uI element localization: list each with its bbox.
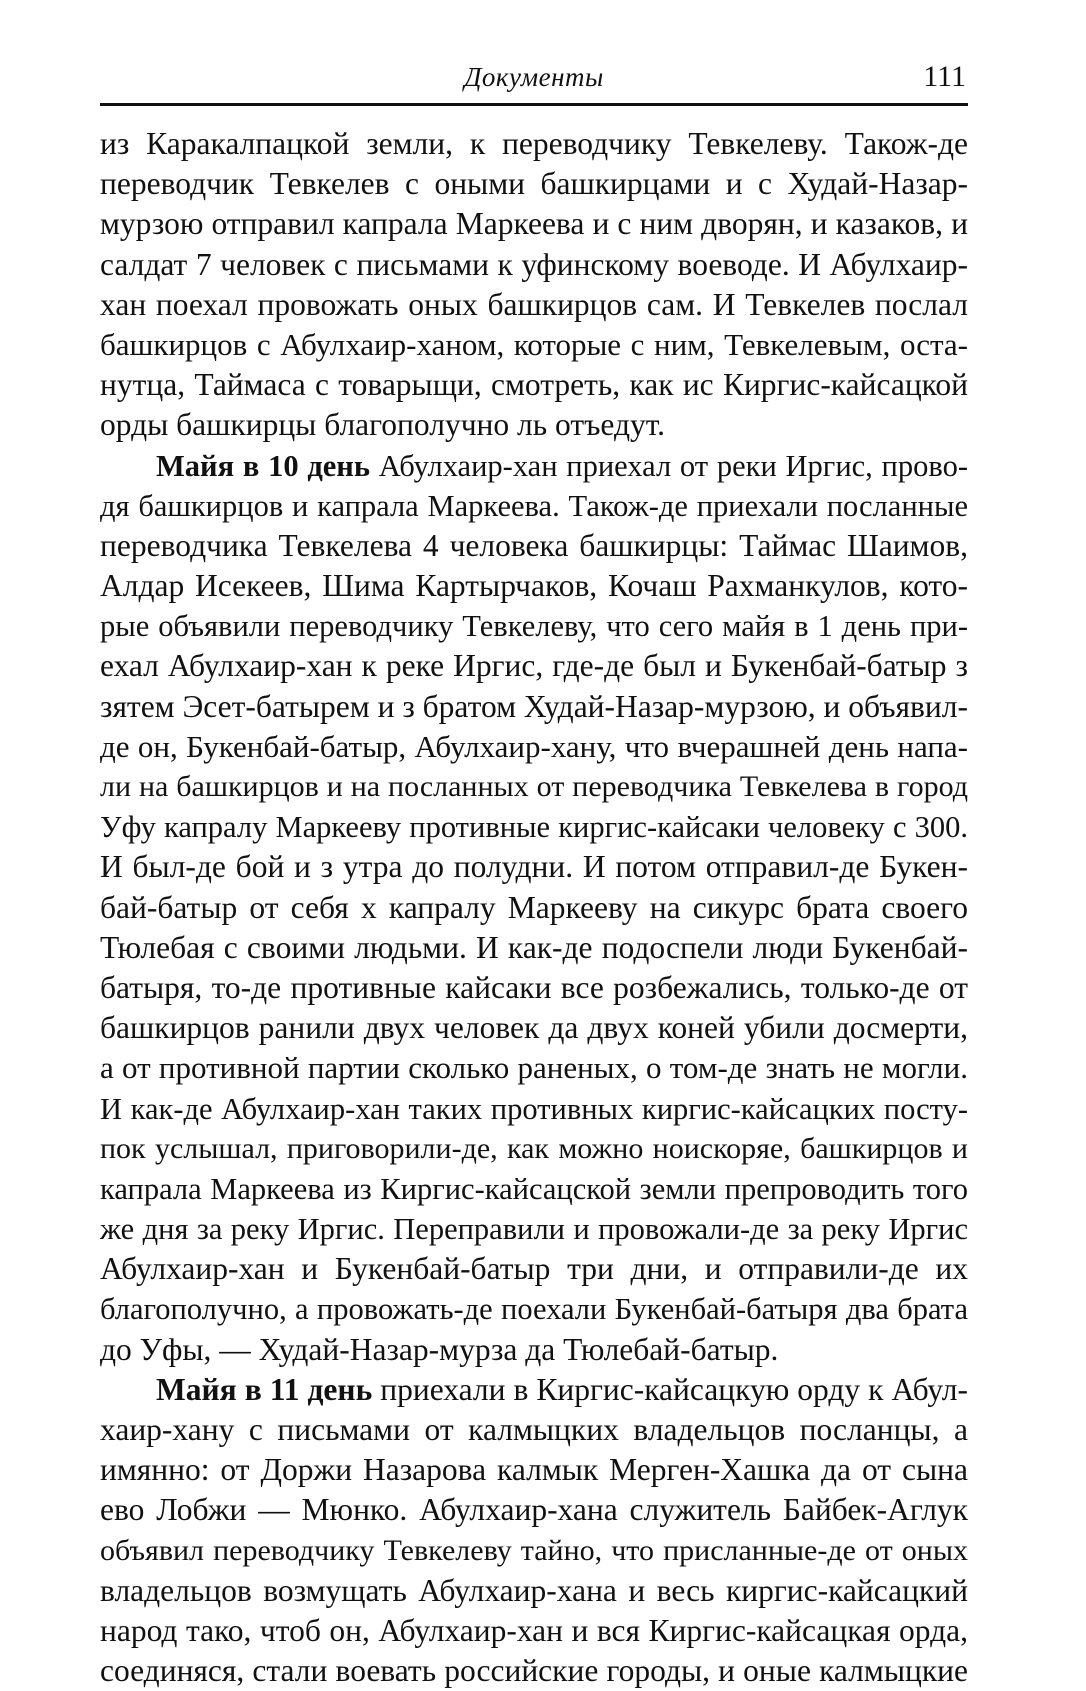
paragraph-first-line — [100, 1370, 968, 1410]
text-line: переводчик Тевкелев с оными башкирцами и с Худай-Назар- — [100, 166, 968, 202]
running-head — [100, 58, 968, 104]
text-line: ехал Абулхаир-хан к реке Иргис, где-де был и Букенбай-батыр з — [100, 648, 968, 684]
text-line: Тюлебая с своими людьми. И как-де подоспели люди Букенбай- — [100, 929, 968, 965]
text-run: приехали в Киргис-кайсацкую орду к Абул- — [372, 1371, 969, 1407]
text-line: благополучно, а провожать-де поехали Букенбай-батыря два брата — [100, 1292, 968, 1327]
text-line: Абулхаир-хан и Букенбай-батыр три дни, и отправили-де их — [100, 1251, 968, 1287]
text-line: нутца, Таймаса с товарыщи, смотреть, как ис Киргис-кайсацкой — [100, 367, 968, 403]
entry-date-heading: Майя в 10 день — [156, 448, 370, 483]
text-line: де он, Букенбай-батыр, Абулхаир-хану, что вчерашней день напа- — [100, 728, 968, 764]
text-line: ли на башкирцов и на посланных от переводчика Тевкелева в город — [100, 770, 968, 803]
text-line: И как-де Абулхаир-хан таких противных киргис-кайсацких посту- — [100, 1091, 968, 1126]
text-line: рые объявили переводчику Тевкелеву, что сего майя в 1 день при- — [100, 609, 968, 644]
text-line: хан поехал провожать оных башкирцов сам. И Тевкелев послал — [100, 286, 968, 322]
running-title: Документы — [464, 62, 604, 92]
text-line: имянно: от Доржи Назарова калмык Мерген-Хашка да от сына — [100, 1452, 968, 1488]
text-line: соединяся, стали воевать российские городы, и оные калмыцкие — [100, 1653, 968, 1689]
text-line: объявил переводчику Тевкелеву тайно, что присланные-де от оных — [100, 1533, 968, 1567]
text-line: владельцов возмущать Абулхаир-хана и весь киргис-кайсацкий — [100, 1572, 968, 1608]
text-line: народ тако, чтоб он, Абулхаир-хан и вся Киргис-кайсацкая орда, — [100, 1612, 968, 1648]
text-line: из Каракалпацкой земли, к переводчику Тевкелеву. Також-де — [100, 126, 968, 161]
text-line: салдат 7 человек с письмами к уфинскому воеводе. И Абулхаир- — [100, 246, 968, 282]
text-line: И был-де бой и з утра до полудни. И потом отправил-де Букен- — [100, 849, 968, 885]
text-line: зятем Эсет-батырем и з братом Худай-Назар-мурзою, и объявил- — [100, 688, 968, 724]
body-text — [100, 124, 968, 1691]
text-run: Абулхаир-хан приехал от реки Иргис, прово- — [370, 448, 968, 483]
text-line: ево Лобжи — Мюнко. Абулхаир-хана служитель Байбек-Аглук — [100, 1492, 968, 1528]
text-line: батыря, то-де противные кайсаки все розбежались, только-де от — [100, 969, 968, 1005]
text-line: дя башкирцов и капрала Маркеева. Також-де приехали посланные — [100, 488, 968, 523]
text-line: башкирцов ранили двух человек да двух коней убили досмерти, — [100, 1010, 968, 1046]
text-line: до Уфы, — Худай-Назар-мурза да Тюлебай-батыр. — [100, 1331, 779, 1367]
text-line: хаир-хану с письмами от калмыцких владельцов посланцы, а — [100, 1412, 968, 1447]
text-line: капрала Маркеева из Киргис-кайсацской земли препроводить того — [100, 1171, 968, 1206]
text-line: башкирцов с Абулхаир-ханом, которые с ним, Тевкелевым, оста- — [100, 326, 968, 362]
paragraph-first-line — [100, 446, 968, 486]
text-line: же дня за реку Иргис. Переправили и провожали-де за реку Иргис — [100, 1212, 968, 1247]
entry-date-heading: Майя в 11 день — [156, 1371, 373, 1407]
text-line: переводчика Тевкелева 4 человека башкирцы: Таймас Шаимов, — [100, 527, 968, 563]
text-line: орды башкирцы благополучно ль отъедут. — [100, 407, 666, 443]
text-line: Алдар Исекеев, Шима Картырчаков, Кочаш Рахманкулов, кото- — [100, 568, 968, 604]
text-line: а от противной партии сколько раненых, о том-де знать не могли. — [100, 1050, 968, 1086]
text-line: бай-батыр от себя х капралу Маркееву на сикурс брата своего — [100, 889, 968, 925]
text-line: пок услышал, приговорили-де, как можно ноискоряе, башкирцов и — [100, 1131, 968, 1165]
text-line: мурзою отправил капрала Маркеева и с ним дворян, и казаков, и — [100, 206, 968, 242]
header-rule — [100, 103, 968, 106]
page-number: 111 — [923, 60, 966, 93]
text-line: Уфу капралу Маркееву противные киргис-кайсаки человеку с 300. — [100, 810, 968, 845]
